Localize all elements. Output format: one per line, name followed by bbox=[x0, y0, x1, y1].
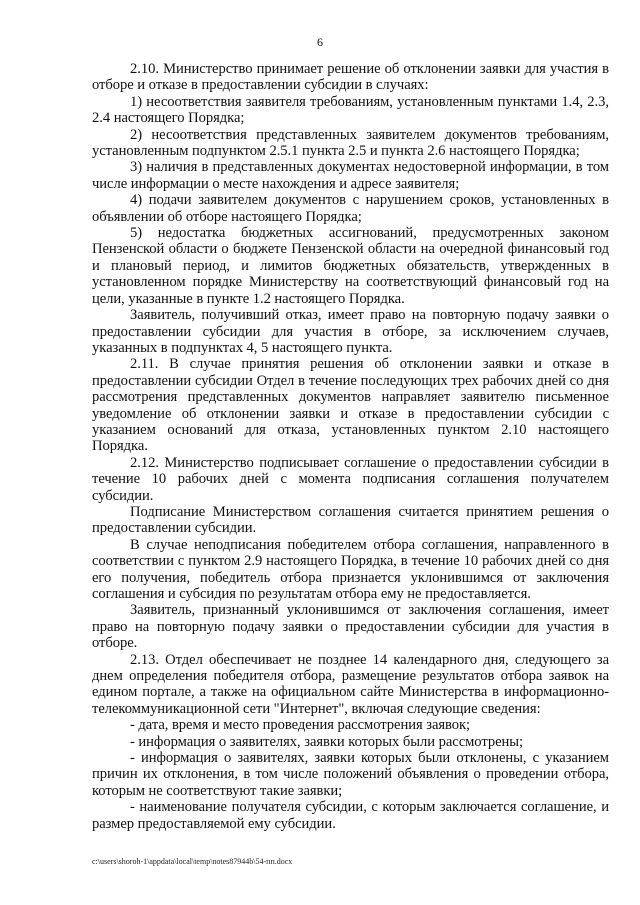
footer-file-path: c:\users\shoroh-1\appdata\local\temp\notes87944b\54-пп.docx bbox=[92, 857, 293, 866]
paragraph-refusal-right: Заявитель, получивший отказ, имеет право на повторную подачу заявки о предоставлении субсидии для участия в отборе, за исключением случаев, указанных в подпунктах 4, 5 настоящего пункта. bbox=[92, 307, 609, 356]
paragraph-2-12: 2.12. Министерство подписывает соглашение о предоставлении субсидии в течение 10 рабочих дней с момента подписания соглашения получателем субсидии. bbox=[92, 454, 609, 504]
dash-item-rejected: - информация о заявителях, заявки которых были отклонены, с указанием причин их отклонения, в том числе положений объявления о проведении отбора, которым не соответствуют такие заявки; bbox=[92, 750, 609, 799]
list-item-5: 5) недостатка бюджетных ассигнований, предусмотренных законом Пензенской области о бюджете Пензенской области на очередной финансовый год и плановый период, и лимитов бюджетных обязательств, утвержденных в установленном порядке Министерству на соответствующий финансовый год на цели, указанные в пункте 1.2 настоящего Порядка. bbox=[92, 225, 609, 307]
paragraph-2-13: 2.13. Отдел обеспечивает не позднее 14 календарного дня, следующего за днем определения победителя отбора, размещение результатов отбора заявок на едином портале, а также на официальном сайте Министерства в информационно-телекоммуникационной сети "Интернет", включая следующие сведения: bbox=[92, 651, 609, 717]
list-item-2: 2) несоответствия представленных заявителем документов требованиям, установленным подпунктом 2.5.1 пункта 2.5 и пункта 2.6 настоящего Порядка; bbox=[92, 126, 609, 160]
paragraph-non-signing: В случае неподписания победителем отбора соглашения, направленного в соответствии с пунктом 2.9 настоящего Порядка, в течение 10 рабочих дней со дня его получения, победитель отбора признается уклонившимся от заключения соглашения и субсидия по результатам отбора ему не предоставляется. bbox=[92, 536, 609, 602]
dash-item-reviewed: - информация о заявителях, заявки которых были рассмотрены; bbox=[130, 733, 524, 750]
paragraph-evader-right: Заявитель, признанный уклонившимся от заключения соглашения, имеет право на повторную подачу заявки о предоставлении субсидии для участия в отборе. bbox=[92, 602, 609, 652]
paragraph-signing: Подписание Министерством соглашения считается принятием решения о предоставлении субсидии. bbox=[92, 503, 609, 537]
paragraph-2-11: 2.11. В случае принятия решения об отклонении заявки и отказе в предоставлении субсидии Отдел в течение последующих трех рабочих дней со дня рассмотрения представленных документов направляет заявителю письменное уведомление об отклонении заявки и отказе в предоставлении субсидии с указанием оснований для отказа, установленных пунктом 2.10 настоящего Порядка. bbox=[92, 356, 609, 455]
list-item-4: 4) подачи заявителем документов с нарушением сроков, установленных в объявлении об отборе настоящего Порядка; bbox=[92, 192, 609, 225]
dash-item-recipient: - наименование получателя субсидии, с которым заключается соглашение, и размер предоставляемой ему субсидии. bbox=[92, 799, 609, 832]
paragraph-2-10: 2.10. Министерство принимает решение об отклонении заявки для участия в отборе и отказе в предоставлении субсидии в случаях: bbox=[92, 61, 609, 94]
list-item-1: 1) несоответствия заявителя требованиям, установленным пунктами 1.4, 2.3, 2.4 настоящего Порядка; bbox=[92, 93, 609, 127]
list-item-3: 3) наличия в представленных документах недостоверной информации, в том числе информации о месте нахождения и адресе заявителя; bbox=[92, 159, 609, 192]
page-number: 6 bbox=[317, 35, 323, 49]
dash-item-date: - дата, время и место проведения рассмотрения заявок; bbox=[130, 717, 471, 734]
document-body bbox=[92, 61, 609, 832]
